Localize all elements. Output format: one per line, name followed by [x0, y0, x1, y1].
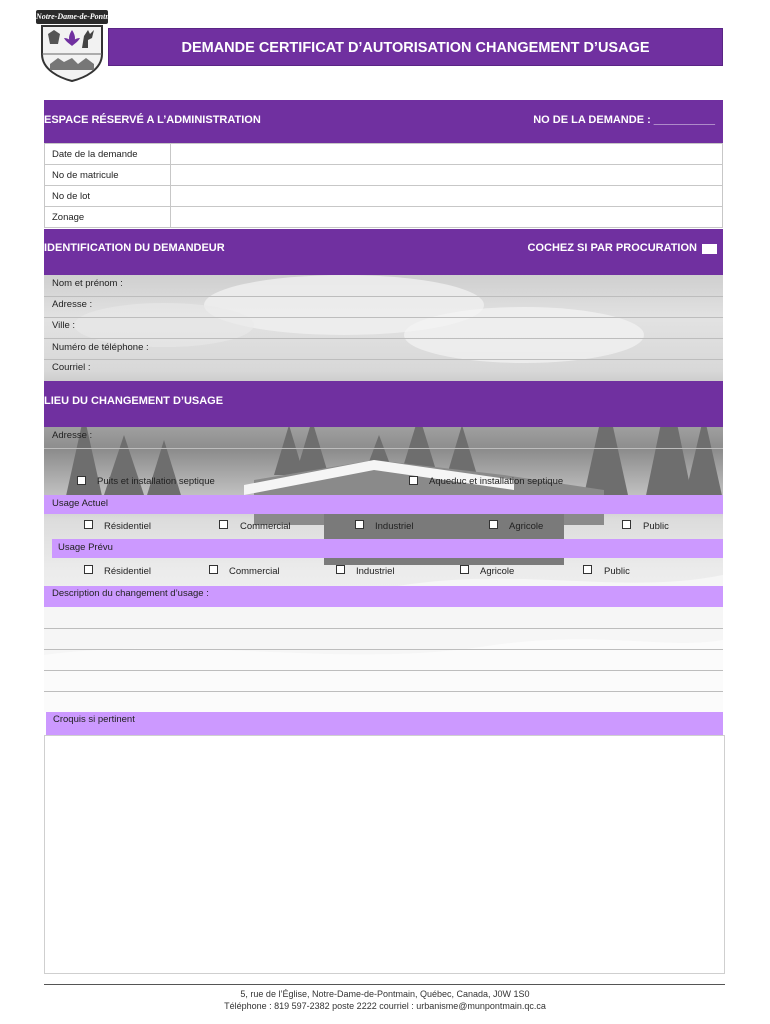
current-agricultural-label: Agricole: [509, 521, 544, 532]
current-industrial-label: Industriel: [375, 521, 414, 532]
table-row: [45, 186, 723, 207]
description-line[interactable]: [44, 670, 723, 671]
applicant-section-header: [44, 229, 723, 275]
row-label: Zonage: [45, 207, 171, 228]
zoning-field[interactable]: [171, 207, 723, 228]
planned-residential-checkbox[interactable]: [84, 565, 93, 574]
current-residential-label: Résidentiel: [104, 521, 151, 532]
field-line: [44, 359, 723, 360]
proxy-label: COCHEZ SI PAR PROCURATION: [527, 242, 697, 254]
footer-contact: Téléphone : 819 597-2382 poste 2222 courriel : urbanisme@munpontmain.qc.ca: [224, 1001, 546, 1011]
planned-agricultural-checkbox[interactable]: [460, 565, 469, 574]
current-commercial-label: Commercial: [240, 521, 291, 532]
row-label: Date de la demande: [45, 144, 171, 165]
coat-of-arms-icon: [40, 24, 104, 82]
form-title-bar: [108, 28, 723, 66]
current-usage-bar: [44, 495, 723, 514]
footer-divider: [44, 984, 725, 985]
current-commercial-checkbox[interactable]: [219, 520, 228, 529]
description-line[interactable]: [44, 628, 723, 629]
planned-industrial-label: Industriel: [356, 566, 395, 577]
planned-public-label: Public: [604, 566, 630, 577]
table-row: [45, 207, 723, 228]
applicant-address-label: Adresse :: [52, 299, 93, 310]
applicant-email-label: Courriel :: [52, 362, 91, 373]
request-number-label: NO DE LA DEMANDE : __________: [533, 114, 715, 126]
description-line[interactable]: [44, 649, 723, 650]
well-septic-checkbox[interactable]: [77, 476, 86, 485]
aqueduct-septic-checkbox[interactable]: [409, 476, 418, 485]
row-label: No de matricule: [45, 165, 171, 186]
applicant-name-label: Nom et prénom :: [52, 278, 123, 289]
planned-industrial-checkbox[interactable]: [336, 565, 345, 574]
municipal-logo: [32, 10, 123, 82]
field-line: [44, 338, 723, 339]
footer-address: 5, rue de l’Église, Notre-Dame-de-Pontmain, Québec, Canada, J0W 1S0: [240, 989, 530, 999]
form-title: DEMANDE CERTIFICAT D’AUTORISATION CHANGEMENT D’USAGE: [181, 40, 650, 56]
description-bar: [44, 586, 723, 607]
well-septic-label: Puits et installation septique: [97, 476, 215, 487]
admin-section-header: [44, 100, 723, 143]
table-row: [45, 144, 723, 165]
admin-table: [44, 143, 723, 228]
table-row: [45, 165, 723, 186]
lot-field[interactable]: [171, 186, 723, 207]
planned-usage-bar: [52, 539, 723, 558]
sketch-area[interactable]: [44, 735, 725, 974]
field-line: [44, 448, 723, 449]
current-industrial-checkbox[interactable]: [355, 520, 364, 529]
current-residential-checkbox[interactable]: [84, 520, 93, 529]
location-section-header: [44, 381, 723, 427]
description-label: Description du changement d’usage :: [52, 588, 209, 599]
proxy-checkbox[interactable]: [702, 244, 717, 254]
aqueduct-septic-label: Aqueduc et installation septique: [429, 476, 564, 487]
current-public-label: Public: [643, 521, 669, 532]
applicant-city-label: Ville :: [52, 320, 76, 331]
planned-residential-label: Résidentiel: [104, 566, 151, 577]
winter-background-photo: [44, 275, 723, 712]
winter-scene-illustration: [44, 275, 723, 712]
field-line: [44, 317, 723, 318]
description-line[interactable]: [44, 691, 723, 692]
planned-commercial-label: Commercial: [229, 566, 280, 577]
applicant-phone-label: Numéro de téléphone :: [52, 342, 149, 353]
admin-section-title: ESPACE RÉSERVÉ A L’ADMINISTRATION: [44, 114, 261, 126]
current-public-checkbox[interactable]: [622, 520, 631, 529]
request-date-field[interactable]: [171, 144, 723, 165]
planned-commercial-checkbox[interactable]: [209, 565, 218, 574]
current-agricultural-checkbox[interactable]: [489, 520, 498, 529]
logo-banner: Notre-Dame-de-Pontmain: [36, 10, 108, 24]
planned-public-checkbox[interactable]: [583, 565, 592, 574]
sketch-bar: [46, 712, 723, 735]
matricule-field[interactable]: [171, 165, 723, 186]
row-label: No de lot: [45, 186, 171, 207]
field-line: [44, 296, 723, 297]
planned-usage-label: Usage Prévu: [58, 542, 113, 553]
current-usage-label: Usage Actuel: [52, 498, 108, 509]
location-section-title: LIEU DU CHANGEMENT D’USAGE: [44, 395, 224, 407]
location-address-label: Adresse :: [52, 430, 93, 441]
planned-agricultural-label: Agricole: [480, 566, 515, 577]
applicant-section-title: IDENTIFICATION DU DEMANDEUR: [44, 242, 225, 254]
sketch-label: Croquis si pertinent: [53, 714, 135, 725]
